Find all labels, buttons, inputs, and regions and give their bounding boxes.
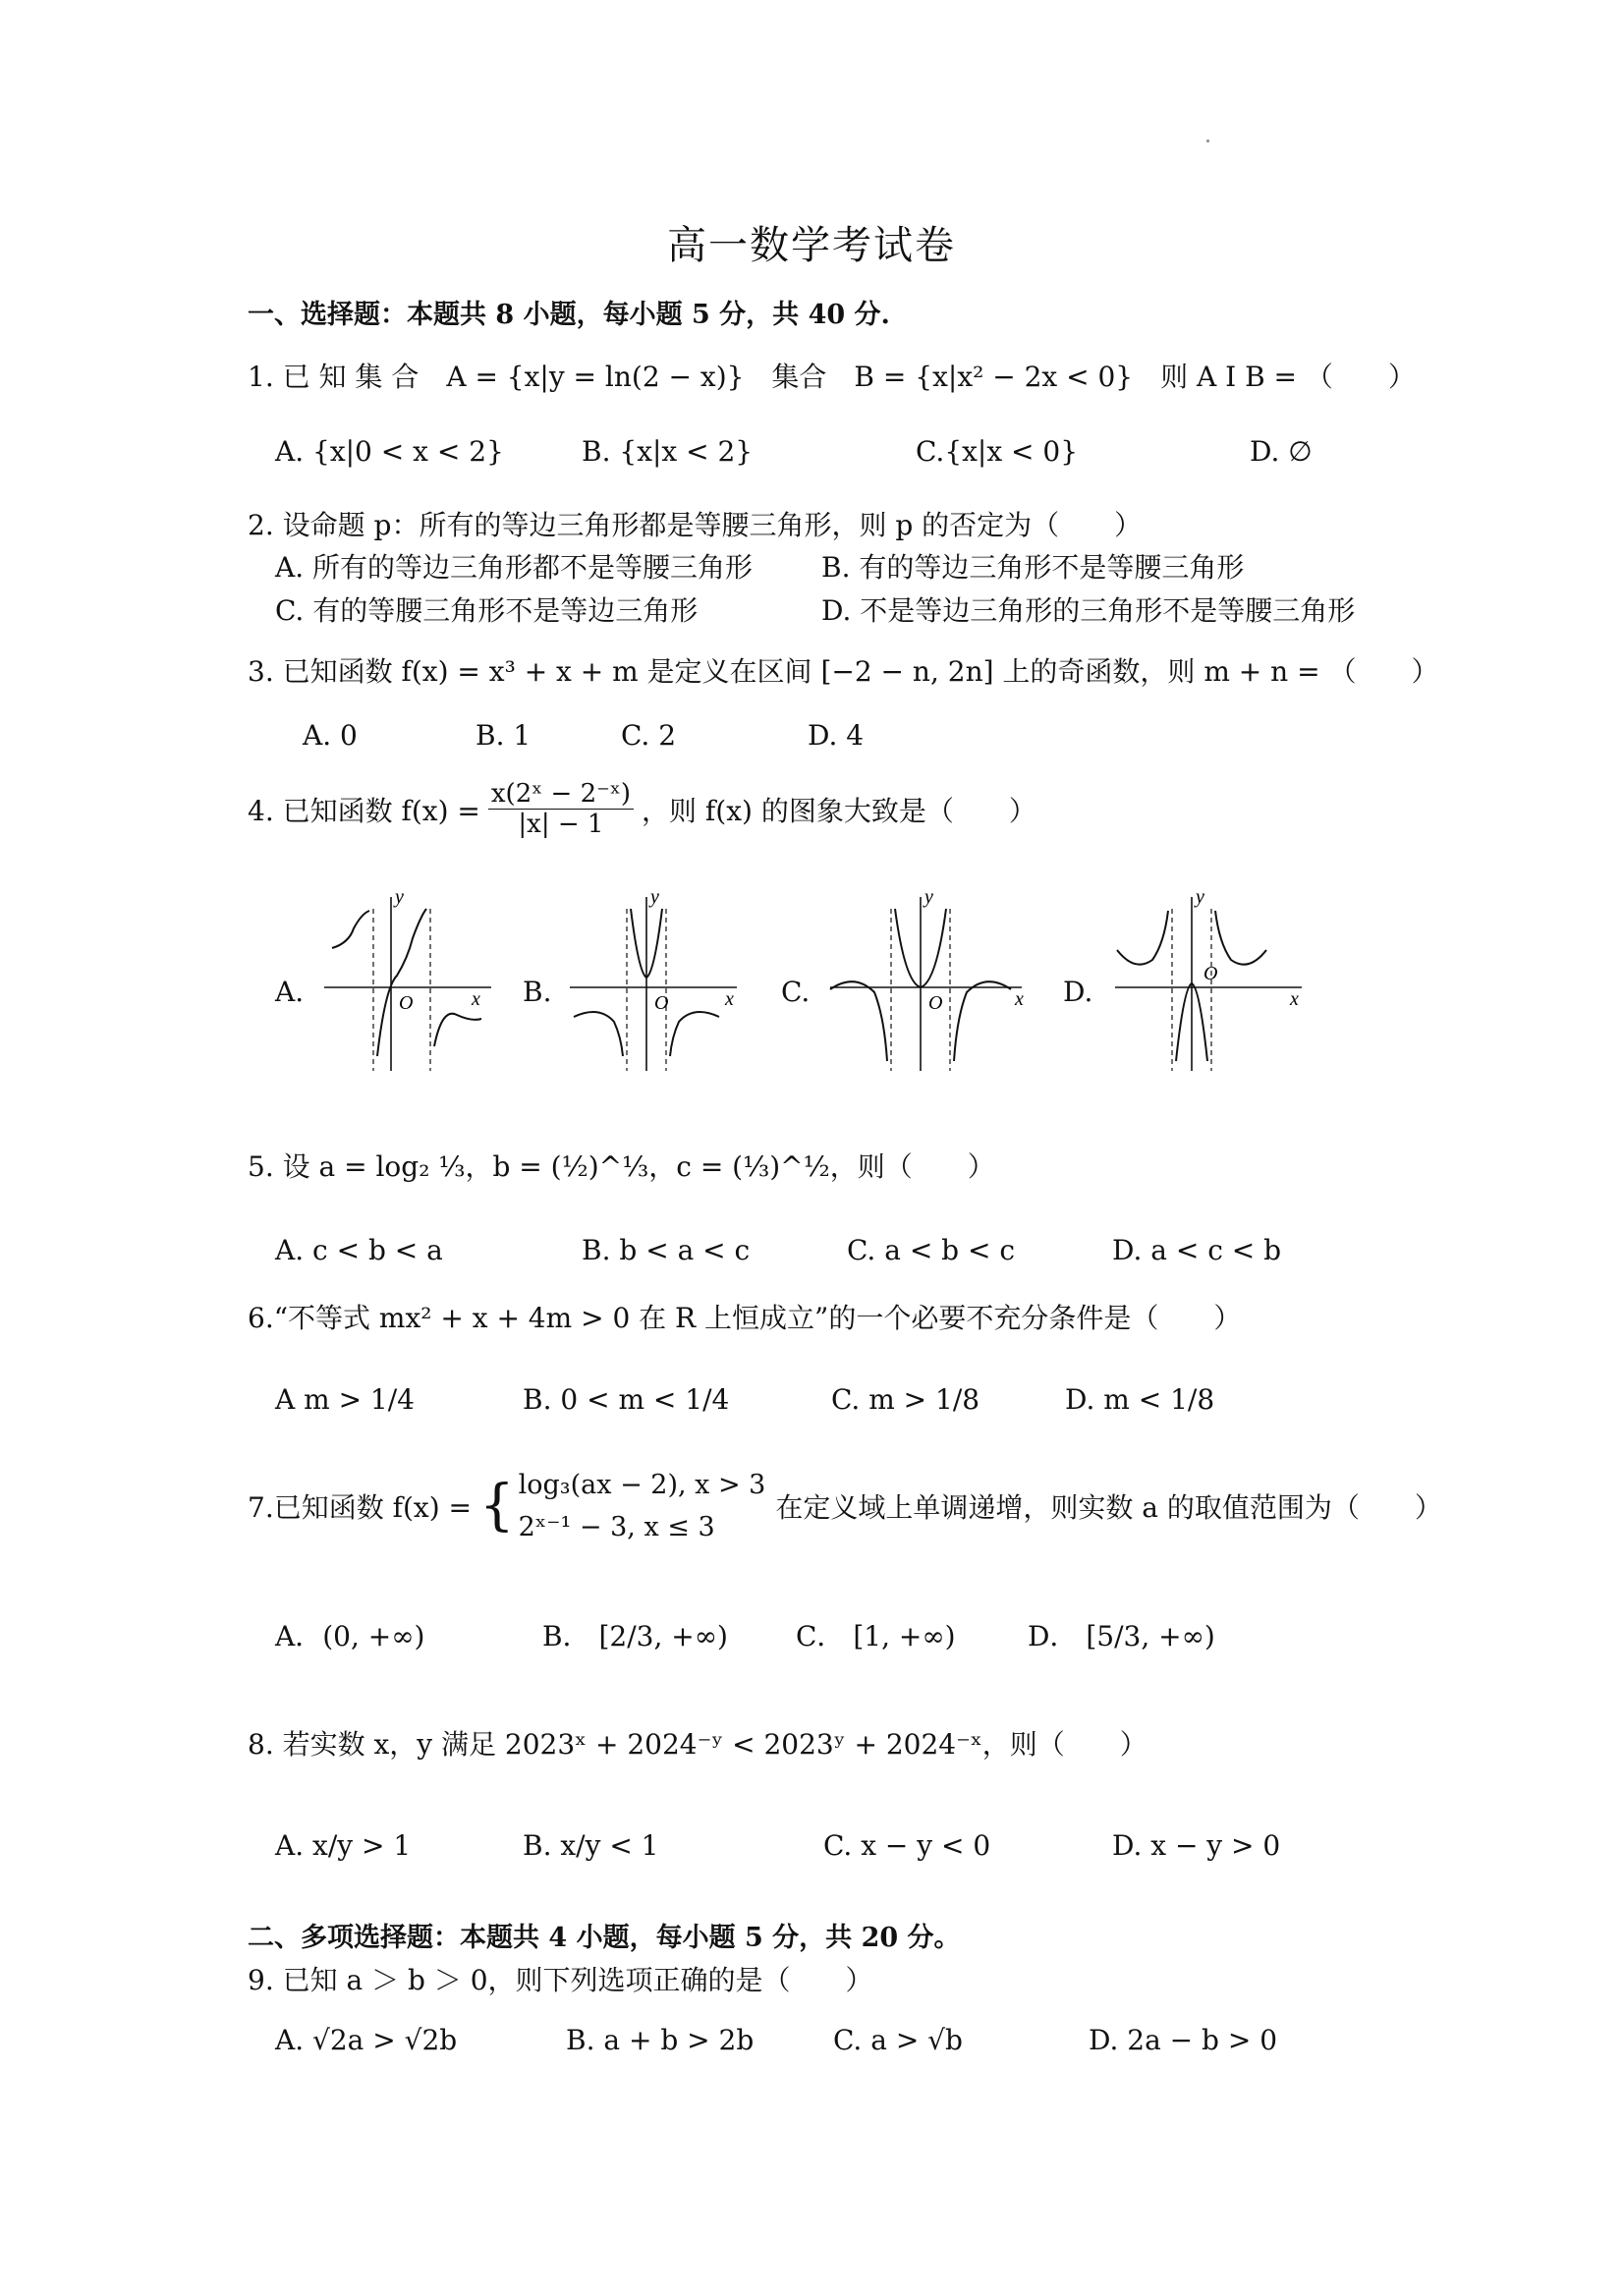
q3-option-b: B. 1: [476, 719, 532, 752]
q2-option-c: C. 有的等腰三角形不是等边三角形: [275, 594, 699, 627]
graph-c-x-label: x: [1015, 988, 1024, 1010]
q8-option-d: D. x − y > 0: [1112, 1829, 1281, 1862]
q7-stem-suffix: 在定义域上单调递增，则实数 a 的取值范围为（ ）: [775, 1491, 1442, 1525]
q7-option-a: A．(0, +∞): [275, 1620, 425, 1652]
q1-option-a: A. {x|0 < x < 2}: [275, 435, 504, 468]
question-5-stem: 5. 设 a = log₂ ⅓，b = (½)^⅓，c = (⅓)^½，则（ ）: [248, 1150, 995, 1183]
question-3-stem: 3. 已知函数 f(x) = x³ + x + m 是定义在区间 [−2 − n, 2n] 上的奇函数，则 m + n = （ ）: [248, 655, 1439, 688]
q5-option-b: B. b < a < c: [582, 1234, 751, 1266]
question-2-stem: 2. 设命题 p：所有的等边三角形都是等腰三角形，则 p 的否定为（ ）: [248, 509, 1143, 541]
q3-option-c: C. 2: [621, 719, 677, 752]
graph-d-y-label: y: [1196, 889, 1204, 908]
q6-option-c: C. m > 1/8: [831, 1383, 980, 1416]
q4-option-b: B.: [523, 976, 552, 1008]
q8-option-b: B. x/y < 1: [523, 1829, 659, 1862]
question-8-stem: 8. 若实数 x，y 满足 2023ˣ + 2024⁻ʸ < 2023ʸ + 2024⁻ˣ，则（ ）: [248, 1728, 1147, 1761]
graph-a-x-label: x: [472, 988, 480, 1010]
q4-graph-c: [820, 889, 1032, 1076]
graph-d-origin: O: [1203, 963, 1218, 984]
q4-stem-suffix: ，则 f(x) 的图象大致是（ ）: [642, 794, 1036, 827]
graph-b-origin: O: [654, 992, 669, 1014]
scan-speck: [1206, 140, 1209, 142]
question-1-stem: 1. 已 知 集 合 A = {x|y = ln(2 − x)} 集合 B = {x|x² − 2x < 0} 则 A I B = （ ）: [248, 361, 1416, 393]
q7-stem-prefix: 7.已知函数 f(x) =: [248, 1491, 472, 1525]
graph-c-origin: O: [928, 992, 943, 1014]
section-2-heading: 二、多项选择题：本题共 4 小题，每小题 5 分，共 20 分。: [248, 1923, 961, 1953]
q7-brace: {: [478, 1474, 515, 1539]
graph-c-y-label: y: [924, 889, 933, 908]
q3-option-a: A. 0: [303, 719, 358, 752]
q4-option-d: D.: [1063, 976, 1093, 1008]
graph-b-x-label: x: [725, 988, 734, 1010]
q7-cases: [519, 1464, 766, 1548]
q1-option-b: B. {x|x < 2}: [582, 435, 754, 468]
q9-option-c: C. a > √b: [833, 2024, 963, 2056]
question-4-stem: [248, 781, 1036, 837]
q9-option-a: A. √2a > √2b: [275, 2024, 458, 2056]
q7-option-d: D． [5/3, +∞): [1028, 1620, 1215, 1652]
q3-option-d: D. 4: [808, 719, 865, 752]
q7-case-1: log₃(ax − 2), x > 3: [518, 1470, 766, 1500]
q2-option-d: D. 不是等边三角形的三角形不是等腰三角形: [821, 594, 1356, 627]
q4-stem-prefix: 4. 已知函数 f(x) =: [248, 794, 480, 827]
q5-option-c: C. a < b < c: [847, 1234, 1016, 1266]
q8-option-c: C. x − y < 0: [823, 1829, 991, 1862]
graph-a-y-label: y: [395, 889, 404, 908]
q4-graph-a: [314, 889, 501, 1076]
q4-option-c: C.: [781, 976, 811, 1008]
q4-fraction: [488, 781, 634, 837]
q2-option-b: B. 有的等边三角形不是等腰三角形: [821, 551, 1245, 584]
q8-option-a: A. x/y > 1: [275, 1829, 412, 1862]
question-6-stem: 6.“不等式 mx² + x + 4m > 0 在 R 上恒成立”的一个必要不充分条件是（ ）: [248, 1302, 1242, 1334]
q6-option-b: B. 0 < m < 1/4: [523, 1383, 730, 1416]
q1-option-c: C.{x|x < 0}: [916, 435, 1079, 468]
page-title: 高一数学考试卷: [667, 223, 956, 268]
question-9-stem: 9. 已知 a ＞ b ＞ 0，则下列选项正确的是（ ）: [248, 1964, 873, 1996]
q4-graph-b: [560, 889, 747, 1076]
q4-option-a: A.: [275, 976, 305, 1008]
graph-d-x-label: x: [1290, 988, 1299, 1010]
q7-case-2: 2ˣ⁻¹ − 3, x ≤ 3: [518, 1512, 715, 1543]
graph-a-origin: O: [399, 992, 414, 1014]
q4-graph-d: [1105, 889, 1307, 1076]
q7-option-c: C． [1, +∞): [796, 1620, 956, 1652]
question-7-stem: [248, 1464, 1442, 1548]
q5-option-a: A. c < b < a: [275, 1234, 443, 1266]
q9-option-b: B. a + b > 2b: [566, 2024, 755, 2056]
q4-fraction-numerator: x(2ˣ − 2⁻ˣ): [488, 781, 634, 810]
q5-option-d: D. a < c < b: [1112, 1234, 1282, 1266]
q6-option-d: D. m < 1/8: [1065, 1383, 1215, 1416]
graph-b-y-label: y: [650, 889, 659, 908]
q1-option-d: D. ∅: [1250, 435, 1313, 468]
q2-option-a: A. 所有的等边三角形都不是等腰三角形: [275, 551, 754, 584]
section-1-heading: 一、选择题：本题共 8 小题，每小题 5 分，共 40 分.: [248, 300, 890, 330]
q4-fraction-denominator: |x| − 1: [518, 810, 604, 839]
q9-option-d: D. 2a − b > 0: [1089, 2024, 1278, 2056]
q6-option-a: A m > 1/4: [275, 1383, 415, 1416]
q7-option-b: B． [2/3, +∞): [542, 1620, 728, 1652]
